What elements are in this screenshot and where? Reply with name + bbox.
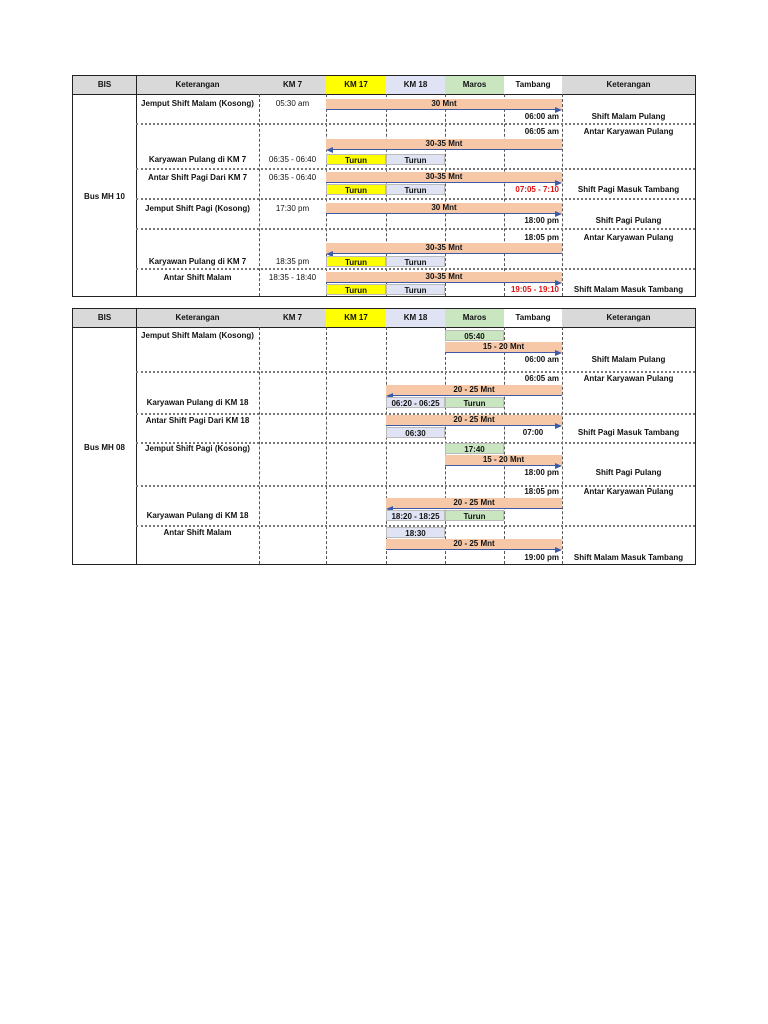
tambang-time: 06:00 am — [524, 355, 559, 364]
header-bis: BIS — [97, 313, 112, 322]
trip-description: Karyawan Pulang di KM 7 — [148, 155, 247, 164]
header-keterangan: Keterangan — [175, 80, 220, 89]
km18-time: 06:30 — [386, 427, 445, 438]
travel-duration-arrow — [326, 139, 562, 150]
travel-duration-arrow — [326, 203, 562, 214]
header-row — [73, 309, 695, 328]
arrow-line — [445, 352, 556, 353]
tambang-time: 07:05 - 7:10 — [515, 185, 559, 194]
turun-cell: Turun — [445, 397, 504, 408]
km18-time: 18:30 — [386, 527, 445, 538]
turun-cell: Turun — [386, 284, 445, 295]
header-km18: KM 18 — [386, 76, 445, 94]
arrow-line — [386, 425, 556, 426]
keterangan-note: Shift Pagi Masuk Tambang — [577, 428, 680, 437]
trip-description: Karyawan Pulang di KM 18 — [146, 398, 249, 407]
arrow-line — [445, 465, 556, 466]
arrow-line — [326, 109, 556, 110]
duration-label: 20 - 25 Mnt — [453, 539, 495, 548]
column-divider — [326, 327, 327, 564]
column-divider — [259, 327, 260, 564]
keterangan-note: Antar Karyawan Pulang — [583, 374, 674, 383]
km7-time: 05:30 am — [275, 99, 310, 108]
duration-label: 30 Mnt — [431, 203, 457, 212]
tambang-time: 06:05 am — [524, 374, 559, 383]
turun-cell: Turun — [326, 154, 386, 165]
header-keterangan-2: Keterangan — [606, 313, 651, 322]
arrow-line — [386, 549, 556, 550]
arrow-left-icon — [326, 147, 333, 153]
row-separator — [136, 168, 695, 170]
km7-time: 17:30 pm — [275, 204, 310, 213]
trip-description: Jemput Shift Pagi (Kosong) — [145, 204, 250, 213]
turun-cell: Turun — [326, 184, 386, 195]
keterangan-note: Antar Karyawan Pulang — [583, 233, 674, 242]
row-separator — [136, 228, 695, 230]
arrow-line — [332, 149, 562, 150]
bus-label: Bus MH 10 — [84, 192, 125, 201]
km18-time: 18:20 - 18:25 — [386, 510, 445, 521]
keterangan-note: Shift Malam Masuk Tambang — [573, 285, 684, 294]
duration-label: 30-35 Mnt — [425, 172, 463, 181]
turun-cell: Turun — [326, 284, 386, 295]
schedule-table-mh08 — [72, 308, 696, 565]
header-tambang: Tambang — [504, 76, 562, 94]
keterangan-note: Shift Pagi Pulang — [595, 468, 662, 477]
trip-description: Jemput Shift Malam (Kosong) — [141, 331, 254, 340]
travel-duration-arrow — [326, 99, 562, 110]
arrow-line — [326, 213, 556, 214]
duration-label: 15 - 20 Mnt — [482, 455, 525, 464]
trip-description: Antar Shift Malam — [163, 528, 232, 537]
km7-time: 06:35 - 06:40 — [268, 173, 317, 182]
tambang-time: 19:00 pm — [524, 553, 559, 562]
arrow-line — [326, 182, 556, 183]
turun-cell: Turun — [386, 154, 445, 165]
trip-description: Jemput Shift Pagi (Kosong) — [145, 444, 250, 453]
header-km18: KM 18 — [386, 309, 445, 327]
header-km17: KM 17 — [326, 76, 386, 94]
travel-duration-arrow — [386, 385, 562, 396]
duration-label: 15 - 20 Mnt — [482, 342, 525, 351]
turun-cell: Turun — [386, 184, 445, 195]
keterangan-note: Shift Malam Masuk Tambang — [573, 553, 684, 562]
turun-cell: Turun — [445, 510, 504, 521]
duration-label: 20 - 25 Mnt — [453, 498, 495, 507]
km7-time: 18:35 - 18:40 — [268, 273, 317, 282]
turun-cell: Turun — [386, 256, 445, 267]
travel-duration-arrow — [445, 455, 562, 466]
tambang-time: 07:00 — [522, 428, 544, 437]
schedule-table-mh10 — [72, 75, 696, 297]
trip-description: Antar Shift Malam — [163, 273, 232, 282]
keterangan-note: Shift Malam Pulang — [591, 112, 666, 121]
arrow-line — [326, 282, 556, 283]
travel-duration-arrow — [326, 172, 562, 183]
duration-label: 20 - 25 Mnt — [453, 385, 495, 394]
bus-label: Bus MH 08 — [84, 443, 125, 452]
tambang-time: 06:00 am — [524, 112, 559, 121]
trip-description: Karyawan Pulang di KM 18 — [146, 511, 249, 520]
keterangan-note: Antar Karyawan Pulang — [583, 487, 674, 496]
header-keterangan-2: Keterangan — [606, 80, 651, 89]
km7-time: 06:35 - 06:40 — [268, 155, 317, 164]
km18-time: 06:20 - 06:25 — [386, 397, 445, 408]
row-separator — [136, 123, 695, 125]
tambang-time: 18:00 pm — [524, 216, 559, 225]
arrow-line — [392, 395, 562, 396]
header-bis: BIS — [97, 80, 112, 89]
maros-time: 05:40 — [445, 330, 504, 341]
travel-duration-arrow — [386, 415, 562, 426]
turun-cell: Turun — [326, 256, 386, 267]
tambang-time: 18:00 pm — [524, 468, 559, 477]
travel-duration-arrow — [326, 243, 562, 254]
row-separator — [136, 198, 695, 200]
header-km7: KM 7 — [282, 313, 303, 322]
duration-label: 20 - 25 Mnt — [453, 415, 495, 424]
duration-label: 30 Mnt — [431, 99, 457, 108]
km7-time: 18:35 pm — [275, 257, 310, 266]
maros-time: 17:40 — [445, 443, 504, 454]
keterangan-note: Shift Pagi Masuk Tambang — [577, 185, 680, 194]
trip-description: Karyawan Pulang di KM 7 — [148, 257, 247, 266]
header-keterangan: Keterangan — [175, 313, 220, 322]
keterangan-note: Antar Karyawan Pulang — [583, 127, 674, 136]
trip-description: Antar Shift Pagi Dari KM 18 — [145, 416, 250, 425]
header-maros: Maros — [445, 76, 504, 94]
duration-label: 30-35 Mnt — [425, 139, 463, 148]
travel-duration-arrow — [386, 498, 562, 509]
tambang-time: 18:05 pm — [524, 233, 559, 242]
duration-label: 30-35 Mnt — [425, 243, 463, 252]
header-km17: KM 17 — [326, 309, 386, 327]
tambang-time: 06:05 am — [524, 127, 559, 136]
tambang-time: 19:05 - 19:10 — [510, 285, 559, 294]
travel-duration-arrow — [445, 342, 562, 353]
trip-description: Antar Shift Pagi Dari KM 7 — [147, 173, 248, 182]
keterangan-note: Shift Pagi Pulang — [595, 216, 662, 225]
header-maros: Maros — [445, 309, 504, 327]
header-row — [73, 76, 695, 95]
duration-label: 30-35 Mnt — [425, 272, 463, 281]
header-tambang: Tambang — [504, 309, 562, 327]
arrow-line — [332, 253, 562, 254]
row-separator — [136, 268, 695, 270]
header-km7: KM 7 — [282, 80, 303, 89]
tambang-time: 18:05 pm — [524, 487, 559, 496]
travel-duration-arrow — [326, 272, 562, 283]
trip-description: Jemput Shift Malam (Kosong) — [141, 99, 254, 108]
arrow-line — [392, 508, 562, 509]
keterangan-note: Shift Malam Pulang — [591, 355, 666, 364]
travel-duration-arrow — [386, 539, 562, 550]
